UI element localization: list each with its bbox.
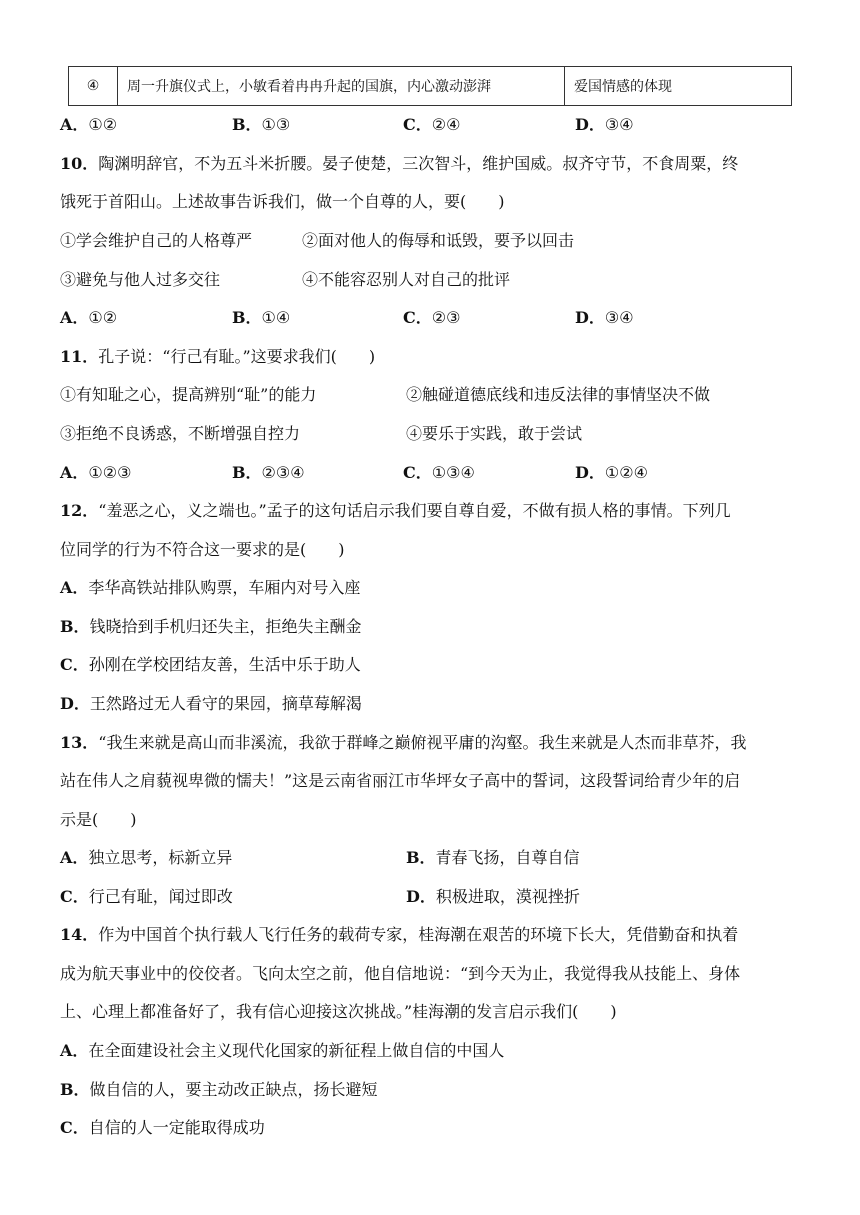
q11-option-a: A．①②③ — [60, 463, 132, 482]
q10-items-row1 — [60, 229, 800, 253]
q11-stem: 11．孔子说：“行己有耻。”这要求我们( ) — [60, 347, 376, 366]
q10-item-4: ④不能容忍别人对自己的批评 — [302, 270, 511, 289]
q10-item-3: ③避免与他人过多交往 — [60, 270, 221, 289]
table-cell-meaning: 爱国情感的体现 — [565, 67, 792, 106]
q11-option-c: C．①③④ — [403, 463, 475, 482]
q13-option-b: B．青春飞扬，自尊自信 — [406, 848, 580, 867]
q9-option-d: D．③④ — [575, 115, 634, 134]
q11-item-4: ④要乐于实践，敢于尝试 — [406, 424, 583, 443]
table-cell-number: ④ — [69, 67, 118, 106]
table-cell-description: 周一升旗仪式上，小敏看着冉冉升起的国旗，内心激动澎湃 — [118, 67, 565, 106]
q14-stem-line1: 14．作为中国首个执行载人飞行任务的载荷专家，桂海潮在艰苦的环境下长大，凭借勤奋和执着 — [60, 925, 739, 944]
q11-item-2: ②触碰道德底线和违反法律的事情坚决不做 — [406, 385, 711, 404]
q10-item-2: ②面对他人的侮辱和诋毁，要予以回击 — [302, 231, 575, 250]
q11-item-1: ①有知耻之心，提高辨别“耻”的能力 — [60, 385, 317, 404]
question-number: 14． — [60, 925, 99, 944]
q11-option-d: D．①②④ — [575, 463, 648, 482]
q10-options — [60, 306, 800, 330]
q13-options-row2 — [60, 885, 800, 909]
q10-items-row2 — [60, 268, 800, 292]
q10-stem-line2: 饿死于首阳山。上述故事告诉我们，做一个自尊的人，要( ) — [60, 192, 505, 211]
q9-option-c: C．②④ — [403, 115, 461, 134]
q12-stem-line2: 位同学的行为不符合这一要求的是( ) — [60, 540, 345, 559]
question-number: 11． — [60, 347, 99, 366]
question-number: 13． — [60, 733, 99, 752]
q13-options-row1 — [60, 846, 800, 870]
q14-stem-line2: 成为航天事业中的佼佼者。飞向太空之前，他自信地说：“到今天为止，我觉得我从技能上、身体 — [60, 964, 741, 983]
q10-item-1: ①学会维护自己的人格尊严 — [60, 231, 253, 250]
q13-option-a: A．独立思考，标新立异 — [60, 848, 233, 867]
q9-option-b: B．①③ — [232, 115, 291, 134]
q13-stem-line1: 13．“我生来就是高山而非溪流，我欲于群峰之巅俯视平庸的沟壑。我生来就是人杰而非草芥，我 — [60, 733, 747, 752]
q13-option-c: C．行己有耻，闻过即改 — [60, 887, 233, 906]
q13-stem-line3: 示是( ) — [60, 810, 137, 829]
q11-item-3: ③拒绝不良诱惑，不断增强自控力 — [60, 424, 301, 443]
q13-option-d: D．积极进取，漠视挫折 — [406, 887, 580, 906]
q11-items-row2 — [60, 422, 800, 446]
q9-option-a: A．①② — [60, 115, 118, 134]
q10-option-c: C．②③ — [403, 308, 461, 327]
q12-option-d: D．王然路过无人看守的果园，摘草莓解渴 — [60, 694, 362, 713]
q11-items-row1 — [60, 383, 800, 407]
q10-option-b: B．①④ — [232, 308, 291, 327]
question-number: 12． — [60, 501, 99, 520]
q11-options — [60, 461, 800, 485]
q12-option-c: C．孙刚在学校团结友善，生活中乐于助人 — [60, 655, 361, 674]
question-number: 10． — [60, 154, 99, 173]
question-9-table-fragment — [68, 66, 792, 106]
q9-options — [60, 113, 800, 137]
q14-option-b: B．做自信的人，要主动改正缺点，扬长避短 — [60, 1080, 378, 1099]
q12-stem-line1: 12．“羞恶之心，义之端也。”孟子的这句话启示我们要自尊自爱，不做有损人格的事情。下列几 — [60, 501, 731, 520]
q12-option-b: B．钱晓拾到手机归还失主，拒绝失主酬金 — [60, 617, 362, 636]
q11-option-b: B．②③④ — [232, 463, 305, 482]
q14-option-c: C．自信的人一定能取得成功 — [60, 1118, 265, 1137]
table-row — [69, 67, 792, 106]
q13-stem-line2: 站在伟人之肩藐视卑微的懦夫！”这是云南省丽江市华坪女子高中的誓词，这段誓词给青少年的启 — [60, 771, 741, 790]
q12-option-a: A．李华高铁站排队购票，车厢内对号入座 — [60, 578, 361, 597]
q10-stem-line1: 10．陶渊明辞官，不为五斗米折腰。晏子使楚，三次智斗，维护国威。叔齐守节，不食周粟，终 — [60, 154, 739, 173]
q10-option-a: A．①② — [60, 308, 118, 327]
q10-option-d: D．③④ — [575, 308, 634, 327]
q14-option-a: A．在全面建设社会主义现代化国家的新征程上做自信的中国人 — [60, 1041, 505, 1060]
q14-stem-line3: 上、心理上都准备好了，我有信心迎接这次挑战。”桂海潮的发言启示我们( ) — [60, 1002, 617, 1021]
